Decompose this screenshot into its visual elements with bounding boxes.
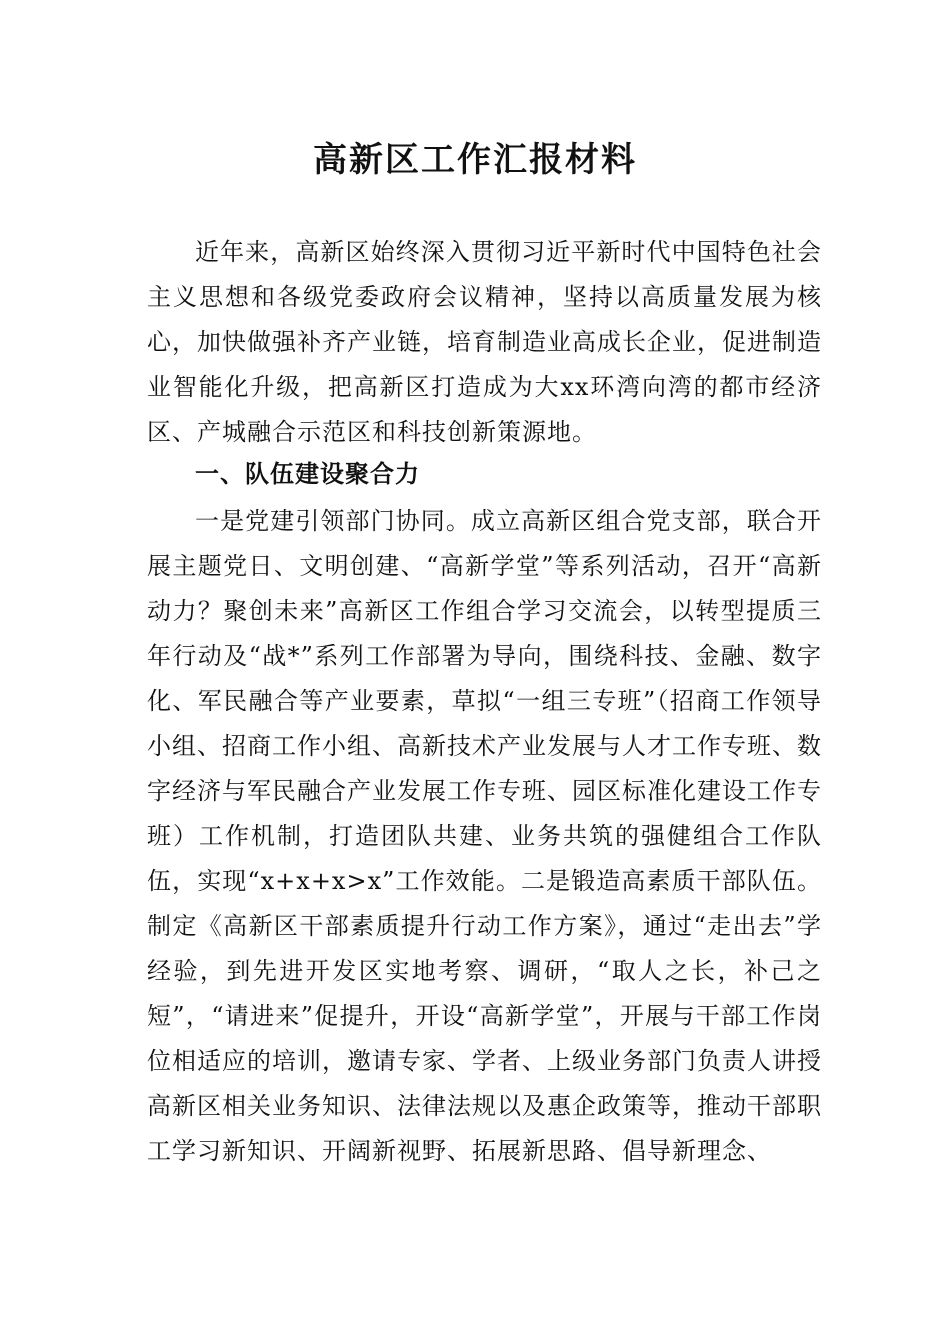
intro-paragraph: 近年来，高新区始终深入贯彻习近平新时代中国特色社会主义思想和各级党委政府会议精神，坚持以高质量发展为核心，加快做强补齐产业链，培育制造业高成长企业，促进制造业智能化升级，把高新区打造成为大xx环湾向湾的都市经济区、产城融合示范区和科技创新策源地。 [147,238,822,446]
paragraph-body: 成立高新区组合党支部，联合开展主题党日、文明创建、“高新学堂”等系列活动，召开“高新动力？聚创未来”高新区工作组合学习交流会，以转型提质三年行动及“战*”系列工作部署为导向，围绕科技、金融、数字化、军民融合等产业要素，草拟“一组三专班”（招商工作领导小组、招商工作小组、高新技术产业发展与人才工作专班、数字经济与军民融合产业发展工作专班、园区标准化建设工作专班）工作机制，打造团队共建、业务共筑的强健组合工作队伍，实现“x+x+x>x”工作效能。二是锻造高素质干部队伍。制定《高新区干部素质提升行动工作方案》，通过“走出去”学经验，到先进开发区实地考察、调研，“取人之长，补己之短”，“请进来”促提升，开设“高新学堂”，开展与干部工作岗位相适应的培训，邀请专家、学者、上级业务部门负责人讲授高新区相关业务知识、法律法规以及惠企政策等，推动干部职工学习新知识、开阔新视野、拓展新思路、倡导新理念、 [147,507,823,1165]
paragraph-lead: 一是党建引领部门协同。 [195,507,471,535]
section-heading: 一、队伍建设聚合力 [195,460,420,488]
document-title: 高新区工作汇报材料 [313,140,637,180]
section-paragraph [147,499,822,1174]
